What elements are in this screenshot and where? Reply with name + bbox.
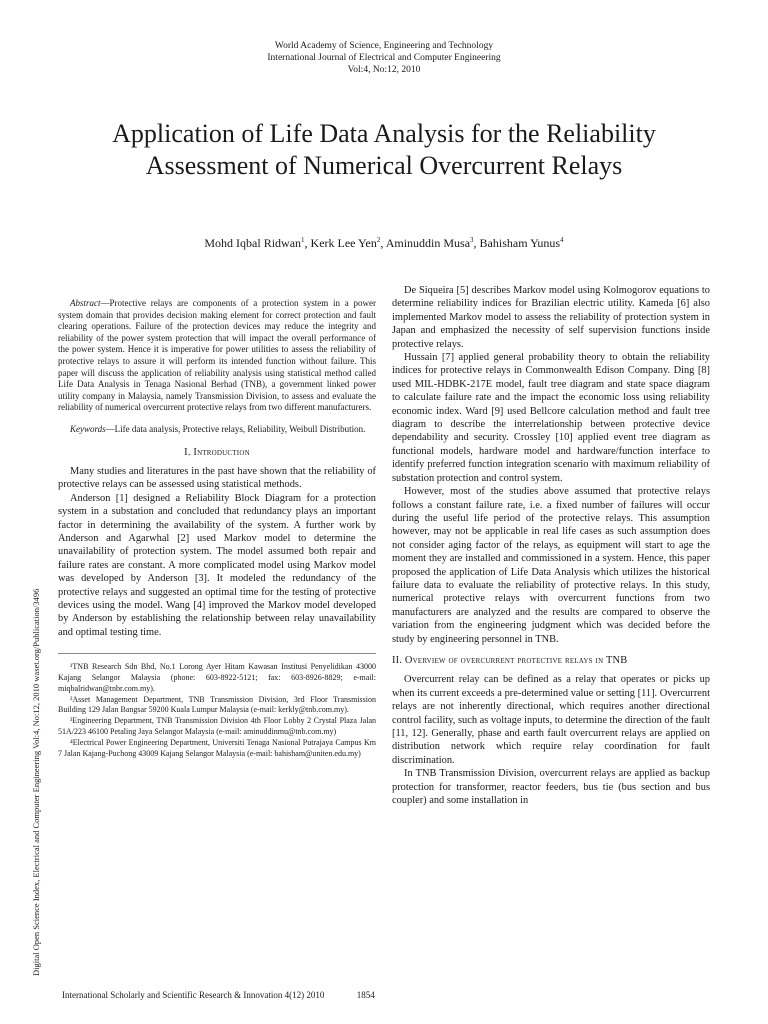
abstract-label: Abstract <box>70 298 101 308</box>
journal-subtitle: International Journal of Electrical and Computer Engineering <box>267 53 501 63</box>
right-column <box>392 284 710 807</box>
author-affiliation-mark: 1 <box>301 236 305 244</box>
page-number: 1854 <box>356 990 375 1000</box>
author-name: Mohd Iqbal Ridwan <box>204 236 302 250</box>
author-name: Kerk Lee Yen <box>310 236 377 250</box>
journal-name: World Academy of Science, Engineering and Technology <box>274 41 494 51</box>
keywords: Keywords—Life data analysis, Protective relays, Reliability, Weibull Distribution. <box>70 423 366 434</box>
body-paragraph: Many studies and literatures in the past have shown that the reliability of protective relays can be assessed using statistical methods. <box>58 465 376 491</box>
author-name: Bahisham Yunus <box>479 236 561 250</box>
keywords-text: Life data analysis, Protective relays, Reliability, Weibull Distribution. <box>114 423 366 434</box>
keywords-label: Keywords <box>70 423 106 434</box>
left-column <box>58 298 376 759</box>
author-affiliation-mark: 3 <box>470 236 474 244</box>
body-paragraph: De Siqueira [5] describes Markov model using Kolmogorov equations to determine reliability indices for Brazilian electric utility. Kameda [6] also implemented Markov model to assess the reliability of protection system in Japan and emphasized the necessity of self supervision functions inside protective relays. <box>392 285 710 350</box>
journal-header <box>0 40 768 76</box>
footnote: ³Engineering Department, TNB Transmission Division 4th Floor Lobby 2 Crystal Plaza Jalan 51A/223 46100 Petaling Jaya Selangor Malaysia (e-mail: aminuddinmu@tnb.com.my) <box>58 716 376 736</box>
footer-publisher: International Scholarly and Scientific Research & Innovation 4(12) 2010 <box>62 990 325 1000</box>
body-paragraph: However, most of the studies above assumed that protective relays follows a constant failure rate, i.e. a fixed number of failures will occur during the useful life period of the protective relays. This assumption however, may not be applicable in real life cases as such assumption does not consider aging factor of the relays, as equipment will start to age the moment they are installed and commissioned in a system. Hence, this paper proposed the application of Life Data Analysis which utilizes the historical failure data to evaluate the reliability of protective relays. In this study, numerical protective relays with overcurrent functions from two manufacturers are analyzed and the results are compared to observe the variation from the engineering judgment which was decided before the study by engineering personnel in TNB. <box>392 486 710 645</box>
body-paragraph: Overcurrent relay can be defined as a relay that operates or picks up when its current exceeds a pre-determined value or setting [11]. Overcurrent relays are not inherently directional, which requires another directional control facility, such as voltage inputs, to determine the direction of the fault [11, 12]. Generally, phase and earth fault overcurrent relays are applied on distribution network which require relay coordination for fault discrimination. <box>392 674 710 766</box>
section-heading-overview: II. Overview of overcurrent protective relays in TNB <box>392 654 628 666</box>
footnote: ¹TNB Research Sdn Bhd, No.1 Lorong Ayer Hitam Kawasan Institusi Penyelidikan 43000 Kajang Selangor Malaysia (phone: 603-8922-5121; fax: 603-8926-8829; e-mail: miqbalridwan@tnbr.com.my). <box>58 662 376 693</box>
body-paragraph: In TNB Transmission Division, overcurrent relays are applied as backup protection for transformer, reactor feeders, bus tie (bus section and bus coupler) and some installation in <box>392 768 710 807</box>
body-paragraph: Anderson [1] designed a Reliability Block Diagram for a protection system in a substation and concluded that redundancy plays an important factor in determining the availability of the system. A further work by Anderson and Agarwhal [2] used Markov model to determine the unavailability of protection system. The model assumed both repair and failure rates are constant. A more complicated model using Markov model was developed by Anderson [3]. It modeled the redundancy of the protective relays and suggested an optimal time for the testing of protective devices using the model. Wang [4] improved the Markov model developed by Anderson by establishing the relationship between relay unavailability and optimal testing time. <box>58 492 376 638</box>
side-index-text: Digital Open Science Index, Electrical and Computer Engineering Vol:4, No:12, 2010 waset.org/Publication/3496 <box>31 588 41 976</box>
abstract: Abstract—Protective relays are components of a protection system in a power system domain that provides decision making element for correct protection and fault clearing operations. Failure of the protection devices may reduce the integrity and reliability of the power system protection that will impact the overall performance of the power system. Hence it is imperative for power utilities to assess the reliability of protective relays to assure it will perform its intended function without failure. This paper will discuss the application of reliability analysis using statistical method called Life Data Analysis in Tenaga Nasional Berhad (TNB), a government linked power utility company in Malaysia, namely Transmission Division, to assess and evaluate the reliability of numerical overcurrent protective relays from two different manufacturers. <box>58 298 376 413</box>
author-affiliation-mark: 2 <box>376 236 381 244</box>
footnote: ⁴Electrical Power Engineering Department, Universiti Tenaga Nasional Putrajaya Campus Km 7 Jalan Kajang-Puchong 43009 Kajang Selangor Malaysia (e-mail: bahisham@uniten.edu.my) <box>58 737 376 758</box>
paper-title: Application of Life Data Analysis for the Reliability Assessment of Numerical Overcurrent Relays <box>112 119 656 180</box>
page-footer <box>62 990 405 1000</box>
author-name: Aminuddin Musa <box>385 236 471 250</box>
body-paragraph: Hussain [7] applied general probability theory to obtain the reliability indices for protective relays in Commonwealth Edison Company. Ding [8] used MIL-HDBK-217E model, fault tree diagram and state space diagram to calculate failure rate and the impact the economic loss using reliability economic index. Ward [9] used Bellcore calculation method and fault tree diagram to describe the interrelationship between protective device dependability and security. Crossley [10] applied event tree diagram as functional models, hardware model and hardware/function interface to identify preferred function integration scenario with maximum reliability of substation protection and control system. <box>392 352 710 484</box>
author-affiliation-mark: 4 <box>560 236 564 244</box>
footnote: ²Asset Management Department, TNB Transmission Division, 3rd Floor Transmission Building 129 Jalan Bangsar 59200 Kuala Lumpur Malaysia (e-mail: kerkly@tnb.com.my). <box>58 694 376 715</box>
footnotes <box>58 653 376 759</box>
abstract-text: Protective relays are components of a protection system in a power system domain that provides decision making element for correct protection and fault clearing operations. Failure of the protection devices may reduce the integrity and reliability of the power system protection that will impact the overall performance of the power system. Hence it is imperative for power utilities to assess the reliability of protective relays to assure it will perform its intended function without failure. This paper will discuss the application of reliability analysis using statistical method called Life Data Analysis in Tenaga Nasional Berhad (TNB), a government linked power utility company in Malaysia, namely Transmission Division, to assess and evaluate the reliability of numerical overcurrent protective relays from two different manufacturers. <box>58 298 376 413</box>
author-list: Mohd Iqbal Ridwan$^1$, Kerk Lee Yen$^2$, Aminuddin Musa$^3$, Bahisham Yunus$^4$ <box>204 236 564 250</box>
journal-volume: Vol:4, No:12, 2010 <box>347 65 421 75</box>
section-heading-introduction: I. Introduction <box>184 446 250 458</box>
